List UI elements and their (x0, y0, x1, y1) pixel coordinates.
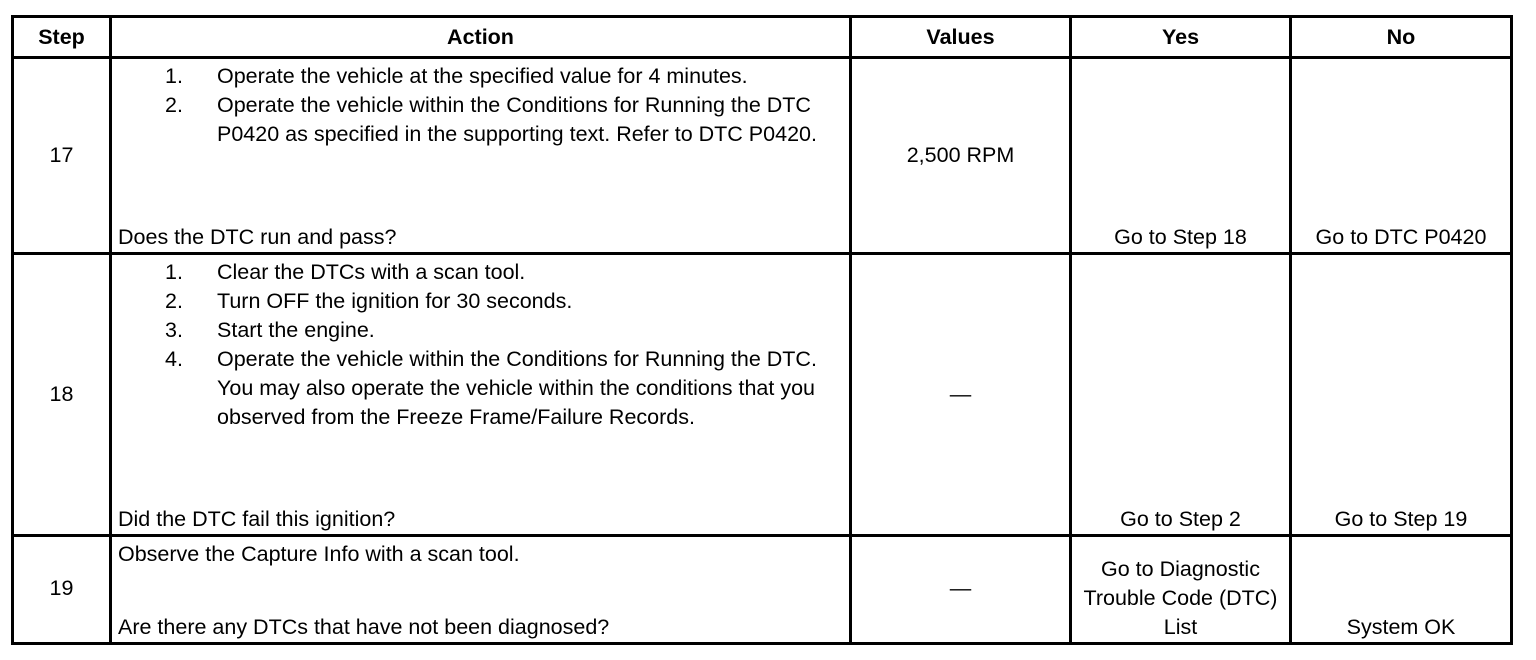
header-step: Step (13, 17, 111, 58)
yes-cell (1071, 58, 1291, 254)
action-cell (111, 58, 851, 254)
yes-text: Go to Step 18 (1114, 225, 1247, 249)
question-text: Are there any DTCs that have not been diagnosed? (118, 615, 610, 639)
value-text: — (949, 576, 972, 600)
no-text: Go to DTC P0420 (1315, 225, 1487, 249)
no-cell (1291, 254, 1512, 536)
step-number: 18 (49, 382, 74, 406)
header-no: No (1291, 17, 1512, 58)
values-cell (851, 58, 1071, 254)
step-cell (13, 58, 111, 254)
list-item: 4. Operate the vehicle within the Conditions for Running the DTC. You may also operate the vehicle within the conditions that you observed from the Freeze Frame/Failure Records. (165, 347, 817, 429)
header-row (13, 17, 1512, 58)
no-cell (1291, 58, 1512, 254)
yes-text: Go to Diagnostic Trouble Code (DTC) List (1083, 557, 1278, 639)
value-text: 2,500 RPM (906, 143, 1015, 167)
values-cell (851, 536, 1071, 644)
yes-cell (1071, 536, 1291, 644)
table-row (13, 58, 1512, 254)
list-item: 1. Clear the DTCs with a scan tool. (165, 260, 526, 284)
step-number: 17 (49, 143, 74, 167)
list-item: 2. Operate the vehicle within the Conditions for Running the DTC P0420 as specified in the supporting text. Refer to DTC P0420. (165, 93, 817, 146)
header-yes: Yes (1071, 17, 1291, 58)
table-row (13, 536, 1512, 644)
values-cell (851, 254, 1071, 536)
step-cell (13, 536, 111, 644)
no-cell (1291, 536, 1512, 644)
header-values: Values (851, 17, 1071, 58)
action-text: Observe the Capture Info with a scan tool. (118, 542, 520, 566)
no-text: Go to Step 19 (1334, 507, 1468, 531)
step-number: 19 (49, 576, 74, 600)
diagnostic-table (11, 15, 1513, 645)
question-text: Does the DTC run and pass? (118, 225, 397, 249)
question-text: Did the DTC fail this ignition? (118, 507, 396, 531)
list-item: 1. Operate the vehicle at the specified value for 4 minutes. (165, 64, 748, 88)
action-list (112, 59, 849, 149)
list-item: 2. Turn OFF the ignition for 30 seconds. (165, 289, 573, 313)
no-text: System OK (1346, 615, 1456, 639)
action-cell (111, 536, 851, 644)
list-item: 3. Start the engine. (165, 318, 375, 342)
step-cell (13, 254, 111, 536)
action-cell (111, 254, 851, 536)
header-action: Action (111, 17, 851, 58)
yes-cell (1071, 254, 1291, 536)
action-list (112, 255, 849, 432)
yes-text: Go to Step 2 (1120, 507, 1241, 531)
table-row (13, 254, 1512, 536)
value-text: — (949, 382, 972, 406)
